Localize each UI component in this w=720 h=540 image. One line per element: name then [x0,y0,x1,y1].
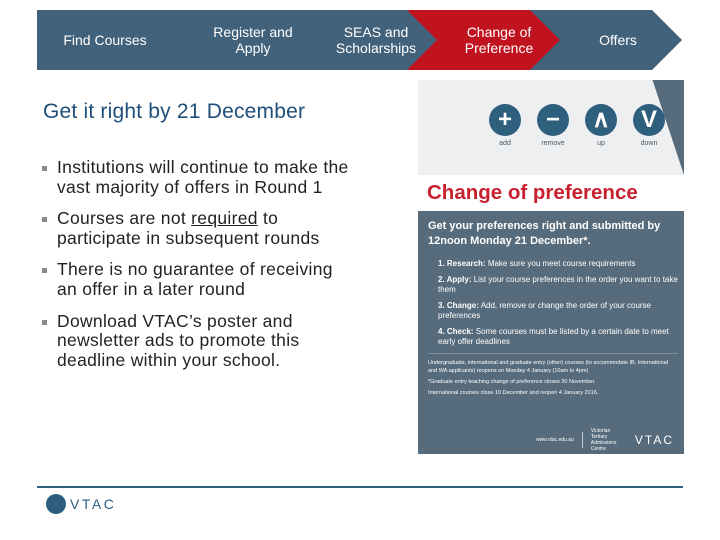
nav-step-label: Offers [599,32,637,48]
poster-note: *Graduate entry teaching change of preference closes 30 November. [428,378,596,385]
poster-note: Undergraduate, international and graduate entry (other) courses (to accommodate IB, International and WA applicants) reopens on Monday 4 January (10am to 4pm) [428,359,668,374]
bullet-text-pre: Courses are not [57,208,192,229]
page-heading: Get it right by 21 December [43,100,306,123]
icon-caption: remove [541,140,565,147]
step-heading: 1. Research: [438,259,486,268]
add-icon: + [489,104,521,136]
poster-icon-up [582,104,620,147]
poster-notes [428,353,678,397]
bullet-item [42,209,352,248]
poster-subtitle: Get your preferences right and submitted by 12noon Monday 21 December*. [428,220,661,247]
nav-step-offers[interactable] [530,10,682,70]
bullet-list [42,158,352,382]
bullet-item [42,312,352,371]
nav-step-label: SEAS and Scholarships [335,24,417,56]
up-icon: ∧ [585,104,617,136]
poster-org-name: Victorian Tertiary Admissions Centre [590,428,617,452]
step-text: Some courses must be listed by a certain date to meet early offer deadlines [438,326,669,346]
vtac-logo-mark [46,494,66,514]
poster-icon-remove [534,104,572,147]
nav-step-label: Register and Apply [213,24,293,56]
bullet-marker [42,217,47,222]
icon-caption: add [499,140,511,147]
down-icon: V [633,104,665,136]
bullet-item [42,260,352,299]
bullet-item [42,158,352,197]
bullet-marker [42,320,47,325]
footer-divider [37,486,683,488]
icon-caption: down [640,140,658,147]
poster-icon-row [486,104,668,147]
poster-step [428,327,678,348]
icon-caption: up [597,140,605,147]
poster-note: International courses close 10 December and reopen 4 January 2016. [428,389,599,396]
poster-body [428,219,678,400]
bullet-text: Download VTAC’s poster and newsletter ads to promote this deadline within your school. [57,310,300,370]
bullet-marker [42,166,47,171]
poster-step [428,259,678,270]
poster-steps [428,259,678,348]
nav-step-label: Change of Preference [464,24,534,56]
bullet-text-post: to participate in subsequent rounds [57,208,320,248]
bullet-text-underlined: required [191,208,258,229]
step-heading: 2. Apply: [438,274,472,284]
step-heading: 4. Check: [438,326,474,336]
step-text: List your course preferences in the order you want to take them [438,274,678,294]
bullet-text: There is no guarantee of receiving an offer in a later round [57,259,333,299]
process-nav [37,10,682,70]
poster-icon-down [630,104,668,147]
poster-footer-divider [582,432,583,448]
poster-step [428,275,678,296]
nav-step-label: Find Courses [63,32,147,48]
step-text: Add, remove or change the order of your course preferences [438,300,652,320]
change-of-preference-poster [418,80,684,454]
remove-icon: − [537,104,569,136]
poster-title: Change of preference [418,175,684,211]
bullet-marker [42,268,47,273]
bullet-text: Institutions will continue to make the vast majority of offers in Round 1 [57,157,349,197]
step-heading: 3. Change: [438,300,479,310]
vtac-logo [46,494,116,514]
poster-step [428,301,678,322]
step-text: Make sure you meet course requirements [485,259,636,268]
poster-url: www.vtac.edu.au [536,437,574,443]
vtac-logo-text: VTAC [70,496,117,512]
poster-vtac-logo: VTAC [634,433,674,447]
poster-footer [418,426,684,454]
poster-icon-add [486,104,524,147]
